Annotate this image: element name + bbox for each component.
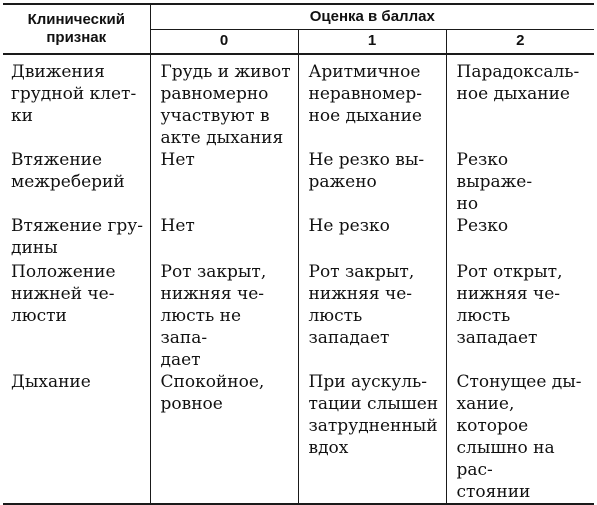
cell-text-line: Не резко вы- <box>308 150 425 170</box>
scoring-table <box>3 3 594 505</box>
cell-clinical-sign <box>3 54 150 149</box>
cell-text-line: Рот закрыт, <box>160 262 267 282</box>
cell-score-1 <box>298 54 446 149</box>
cell-clinical-sign <box>3 371 150 504</box>
cell-text-line: Рот открыт, <box>456 262 563 282</box>
header-score-group: Оценка в баллах <box>150 4 594 29</box>
cell-text-line: ки <box>11 106 33 126</box>
cell-score-2 <box>446 261 594 371</box>
header-score-2: 2 <box>446 29 594 54</box>
cell-text-line: межреберий <box>11 172 125 192</box>
cell-score-1 <box>298 215 446 261</box>
cell-text-line: ное дыхание <box>308 106 422 126</box>
cell-score-2 <box>446 215 594 261</box>
cell-score-2 <box>446 371 594 504</box>
table-row <box>3 215 594 261</box>
cell-text-line: Движения <box>11 62 105 82</box>
cell-clinical-sign <box>3 215 150 261</box>
header-clinical-sign <box>3 4 150 54</box>
cell-text-line: Втяжение гру- <box>11 216 143 236</box>
cell-score-1 <box>298 149 446 215</box>
header-score-1: 1 <box>298 29 446 54</box>
cell-text-line: ровное <box>160 394 223 414</box>
scoring-table-frame <box>3 3 594 502</box>
table-body <box>3 54 594 504</box>
cell-text-line: Не резко <box>308 216 390 236</box>
cell-text-line: Положение <box>11 262 116 282</box>
cell-clinical-sign <box>3 149 150 215</box>
cell-text-line: Рот закрыт, <box>308 262 415 282</box>
cell-text-line: Дыхание <box>11 372 91 392</box>
cell-score-1 <box>298 261 446 371</box>
cell-text-line: Нет <box>160 216 195 236</box>
header-clinical-sign-line-2: признак <box>46 29 107 46</box>
cell-text-line: люсть не запа- <box>160 306 242 348</box>
cell-text-line: Втяжение <box>11 150 103 170</box>
cell-text-line: равномерно <box>160 84 269 104</box>
cell-text-line: слышно на рас- <box>456 438 555 480</box>
cell-score-0 <box>150 54 298 149</box>
cell-text-line: Резко выраже- <box>456 150 533 192</box>
cell-text-line: Нет <box>160 150 195 170</box>
cell-text-line: Стонущее ды- <box>456 372 582 392</box>
cell-text-line: Спокойное, <box>160 372 265 392</box>
cell-text-line: участвуют в <box>160 106 270 126</box>
header-clinical-sign-line-1: Клинический <box>27 11 125 28</box>
cell-score-0 <box>150 261 298 371</box>
cell-text-line: Грудь и живот <box>160 62 291 82</box>
table-row <box>3 54 594 149</box>
table-row <box>3 149 594 215</box>
cell-score-0 <box>150 371 298 504</box>
cell-score-2 <box>446 54 594 149</box>
cell-text-line: дает <box>160 350 201 370</box>
cell-text-line: нижняя че- <box>308 284 413 304</box>
header-score-0: 0 <box>150 29 298 54</box>
cell-text-line: нижней че- <box>11 284 115 304</box>
cell-text-line: грудной клет- <box>11 84 137 104</box>
cell-text-line: Парадоксаль- <box>456 62 580 82</box>
cell-score-2 <box>446 149 594 215</box>
cell-text-line: При аускуль- <box>308 372 428 392</box>
cell-text-line: ражено <box>308 172 377 192</box>
cell-text-line: нижняя че- <box>456 284 561 304</box>
table-header <box>3 4 594 54</box>
table-row <box>3 371 594 504</box>
cell-text-line: Аритмичное <box>308 62 421 82</box>
cell-score-0 <box>150 149 298 215</box>
cell-text-line: но <box>456 194 479 214</box>
cell-text-line: люсть западает <box>308 306 390 348</box>
cell-text-line: вдох <box>308 438 349 458</box>
cell-score-0 <box>150 215 298 261</box>
cell-score-1 <box>298 371 446 504</box>
cell-text-line: хание, которое <box>456 394 529 436</box>
cell-text-line: люсти <box>11 306 67 326</box>
cell-text-line: дины <box>11 238 58 258</box>
cell-text-line: стоянии <box>456 482 531 502</box>
cell-text-line: неравномер- <box>308 84 422 104</box>
cell-text-line: акте дыхания <box>160 128 284 148</box>
cell-text-line: Резко <box>456 216 509 236</box>
cell-text-line: нижняя че- <box>160 284 265 304</box>
cell-clinical-sign <box>3 261 150 371</box>
cell-text-line: тации слышен <box>308 394 439 414</box>
cell-text-line: люсть западает <box>456 306 538 348</box>
cell-text-line: ное дыхание <box>456 84 570 104</box>
cell-text-line: затрудненный <box>308 416 438 436</box>
table-row <box>3 261 594 371</box>
